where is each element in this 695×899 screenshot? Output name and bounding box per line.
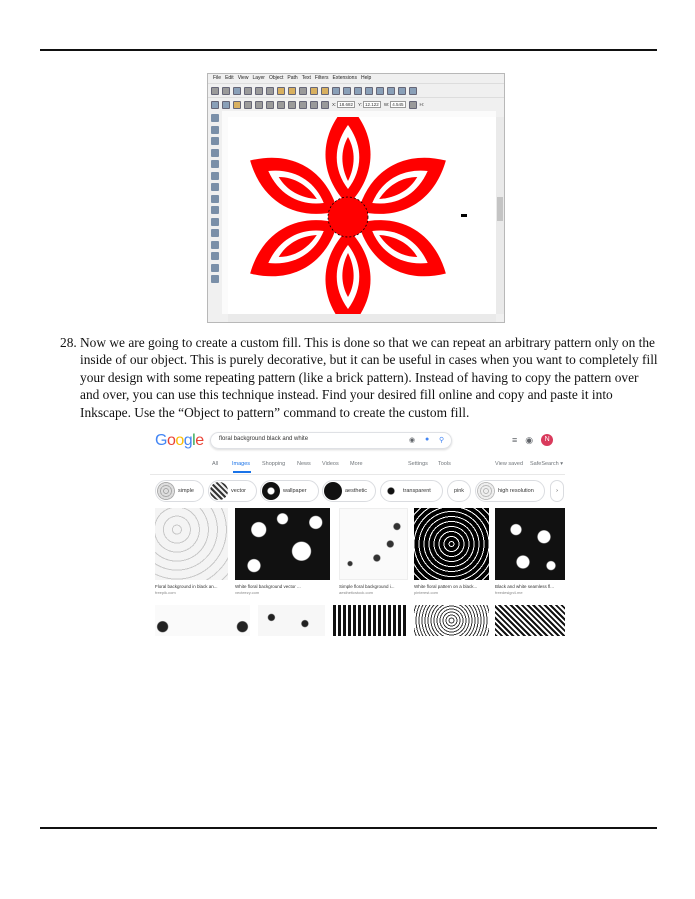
- w-field[interactable]: W: 4.545: [383, 102, 404, 107]
- text-tool-icon[interactable]: [211, 264, 219, 272]
- result-caption[interactable]: Black and white seamless fl...: [495, 584, 555, 589]
- header-divider: [150, 474, 565, 475]
- print-icon[interactable]: [244, 87, 252, 95]
- redo-icon[interactable]: [288, 87, 296, 95]
- scrollbar-thumb[interactable]: [497, 197, 503, 221]
- select-all-icon[interactable]: [211, 101, 219, 109]
- search-query[interactable]: floral background black and white: [219, 436, 309, 442]
- result-source[interactable]: vecteezy.com: [235, 590, 260, 595]
- result-card[interactable]: [258, 605, 325, 636]
- chip-thumbnail: [262, 482, 280, 500]
- step-text: Now we are going to create a custom fill. This is done so that we can repeat an arbitrary pattern only on the inside of our object. This is purely decorative, but it can be useful in cases when you want to completely fill your design with some repeating pattern (like a brick pattern). Instead of having to copy the pattern over and over, you can use this technique instead. Find your desired fill online and copy and paste it into Inkscape. Use the “Object to pattern” command to create the custom fill.: [80, 335, 658, 420]
- undo-icon[interactable]: [277, 87, 285, 95]
- spray-tool-icon[interactable]: [211, 275, 219, 283]
- tab-more[interactable]: More: [350, 461, 363, 467]
- rotate-ccw-icon[interactable]: [244, 101, 252, 109]
- chip-thumbnail: [382, 482, 400, 500]
- result-card[interactable]: [414, 508, 489, 598]
- star-tool-icon[interactable]: [211, 206, 219, 214]
- tab-settings[interactable]: Settings: [408, 461, 428, 467]
- node-tool-icon[interactable]: [211, 126, 219, 134]
- flip-horizontal-icon[interactable]: [266, 101, 274, 109]
- red-flower-object[interactable]: [228, 117, 496, 314]
- search-box[interactable]: [210, 432, 452, 449]
- search-tabs: [212, 461, 562, 473]
- result-card[interactable]: [155, 605, 250, 636]
- result-card[interactable]: [333, 605, 406, 636]
- vertical-scrollbar[interactable]: [496, 117, 504, 314]
- new-document-icon[interactable]: [211, 87, 219, 95]
- chip-high-resolution[interactable]: high resolution: [475, 480, 545, 502]
- google-logo-letter: o: [175, 432, 184, 449]
- step-28-paragraph: [60, 334, 660, 421]
- chip-transparent[interactable]: transparent: [380, 480, 443, 502]
- result-caption[interactable]: White floral background vector ...: [235, 584, 301, 589]
- camera-icon[interactable]: ◉: [409, 437, 416, 444]
- zoom-selection-icon[interactable]: [332, 87, 340, 95]
- raise-icon[interactable]: [299, 101, 307, 109]
- result-thumbnail[interactable]: [155, 605, 250, 636]
- result-thumbnail[interactable]: [339, 508, 408, 580]
- result-thumbnail[interactable]: [495, 508, 565, 580]
- chip-wallpaper[interactable]: wallpaper: [260, 480, 319, 502]
- tab-videos[interactable]: Videos: [322, 461, 339, 467]
- active-tab-indicator: [233, 471, 251, 473]
- group-icon[interactable]: [398, 87, 406, 95]
- lower-icon[interactable]: [310, 101, 318, 109]
- clone-icon[interactable]: [376, 87, 384, 95]
- google-images-screenshot: [150, 428, 565, 636]
- footer-rule: [40, 827, 657, 829]
- chip-thumbnail: [324, 482, 342, 500]
- commands-toolbar: [208, 83, 504, 97]
- x-field[interactable]: X: 18.682: [332, 102, 354, 107]
- view-saved-link[interactable]: View saved: [495, 461, 524, 467]
- result-source[interactable]: aestheticstock.com: [339, 590, 374, 595]
- ungroup-icon[interactable]: [409, 87, 417, 95]
- result-card[interactable]: [155, 508, 228, 598]
- result-source[interactable]: freepik.com: [155, 590, 176, 595]
- paste-icon[interactable]: [321, 87, 329, 95]
- google-logo-letter: o: [166, 432, 176, 449]
- result-card[interactable]: [235, 508, 330, 598]
- menu-layer[interactable]: Layer: [252, 75, 265, 81]
- inkscape-screenshot: [207, 73, 505, 323]
- chevron-right-icon: ›: [556, 488, 558, 494]
- tab-images[interactable]: Images: [232, 461, 251, 467]
- unlink-clone-icon[interactable]: [387, 87, 395, 95]
- flip-vertical-icon[interactable]: [277, 101, 285, 109]
- apps-grid-icon[interactable]: ≡: [512, 435, 518, 445]
- google-logo[interactable]: [155, 432, 204, 450]
- copy-icon[interactable]: [299, 87, 307, 95]
- box-3d-tool-icon[interactable]: [211, 183, 219, 191]
- header-rule: [40, 49, 657, 51]
- open-icon[interactable]: [222, 87, 230, 95]
- result-thumbnail[interactable]: [333, 605, 406, 636]
- result-thumbnail[interactable]: [258, 605, 325, 636]
- result-thumbnail[interactable]: [414, 605, 489, 636]
- import-icon[interactable]: [255, 87, 263, 95]
- measure-tool-icon[interactable]: [211, 160, 219, 168]
- h-field[interactable]: H:: [419, 102, 424, 107]
- result-thumbnail[interactable]: [235, 508, 330, 580]
- menu-file[interactable]: File: [213, 75, 222, 81]
- menu-filters[interactable]: Filters: [314, 75, 329, 81]
- settings-icon[interactable]: ◉: [525, 434, 534, 445]
- chip-thumbnail: [210, 482, 228, 500]
- result-card[interactable]: [414, 605, 489, 636]
- raise-to-top-icon[interactable]: [288, 101, 296, 109]
- chip-aesthetic[interactable]: aesthetic: [322, 480, 376, 502]
- safesearch-link[interactable]: SafeSearch ▾: [530, 461, 564, 467]
- result-thumbnail[interactable]: [414, 508, 489, 580]
- chip-thumbnail: [157, 482, 175, 500]
- search-icon[interactable]: ⚲: [439, 437, 445, 444]
- result-card[interactable]: [495, 605, 565, 636]
- google-logo-letter: e: [195, 432, 204, 449]
- menu-edit[interactable]: Edit: [225, 75, 234, 81]
- result-source[interactable]: freedesign4.me: [495, 590, 523, 595]
- lower-to-bottom-icon[interactable]: [321, 101, 329, 109]
- menu-help[interactable]: Help: [360, 75, 372, 81]
- result-source[interactable]: pinterest.com: [414, 590, 439, 595]
- chip-pink[interactable]: pink: [447, 480, 471, 502]
- tools-toolbox: [208, 111, 222, 323]
- duplicate-icon[interactable]: [365, 87, 373, 95]
- calligraphy-tool-icon[interactable]: [211, 252, 219, 260]
- chip-vector[interactable]: vector: [208, 480, 257, 502]
- result-caption[interactable]: Floral background in black an...: [155, 584, 218, 589]
- tab-all[interactable]: All: [212, 461, 219, 467]
- result-caption[interactable]: Simple floral background i...: [339, 584, 395, 589]
- result-thumbnail[interactable]: [495, 605, 565, 636]
- result-card[interactable]: [495, 508, 565, 598]
- google-logo-letter: l: [192, 432, 196, 449]
- step-number: 28.: [60, 335, 77, 350]
- microphone-icon[interactable]: ●: [425, 436, 430, 443]
- spiral-tool-icon[interactable]: [211, 218, 219, 226]
- google-logo-letter: g: [183, 432, 193, 449]
- drawing-canvas[interactable]: [228, 117, 496, 314]
- inkscape-menubar: [208, 74, 504, 83]
- result-card[interactable]: [339, 508, 408, 598]
- tab-shopping[interactable]: Shopping: [262, 461, 286, 467]
- menu-text[interactable]: Text: [301, 75, 311, 81]
- y-field[interactable]: Y: 12.122: [358, 102, 379, 107]
- tab-tools[interactable]: Tools: [438, 461, 451, 467]
- header-actions: [512, 434, 553, 446]
- chip-simple[interactable]: simple: [155, 480, 204, 502]
- result-caption[interactable]: White floral pattern on a black...: [414, 584, 478, 589]
- cut-icon[interactable]: [310, 87, 318, 95]
- deselect-icon[interactable]: [233, 101, 241, 109]
- save-icon[interactable]: [233, 87, 241, 95]
- menu-view[interactable]: View: [237, 75, 249, 81]
- chips-next-button[interactable]: [550, 480, 564, 502]
- menu-object[interactable]: Object: [268, 75, 284, 81]
- ellipse-tool-icon[interactable]: [211, 195, 219, 203]
- pen-tool-icon[interactable]: [211, 241, 219, 249]
- tweak-tool-icon[interactable]: [211, 137, 219, 145]
- rectangle-tool-icon[interactable]: [211, 172, 219, 180]
- tool-controls-bar: [208, 97, 504, 111]
- chip-thumbnail: [477, 482, 495, 500]
- google-logo-letter: G: [155, 432, 167, 449]
- result-thumbnail[interactable]: [155, 508, 228, 580]
- tab-news[interactable]: News: [297, 461, 311, 467]
- zoom-page-icon[interactable]: [354, 87, 362, 95]
- zoom-drawing-icon[interactable]: [343, 87, 351, 95]
- menu-extensions[interactable]: Extensions: [332, 75, 357, 81]
- select-all-layers-icon[interactable]: [222, 101, 230, 109]
- export-icon[interactable]: [266, 87, 274, 95]
- menu-path[interactable]: Path: [287, 75, 298, 81]
- lock-ratio-icon[interactable]: [409, 101, 417, 109]
- pencil-tool-icon[interactable]: [211, 229, 219, 237]
- horizontal-scrollbar[interactable]: [228, 314, 496, 322]
- zoom-tool-icon[interactable]: [211, 149, 219, 157]
- avatar[interactable]: N: [541, 434, 553, 446]
- selector-tool-icon[interactable]: [211, 114, 219, 122]
- rotate-cw-icon[interactable]: [255, 101, 263, 109]
